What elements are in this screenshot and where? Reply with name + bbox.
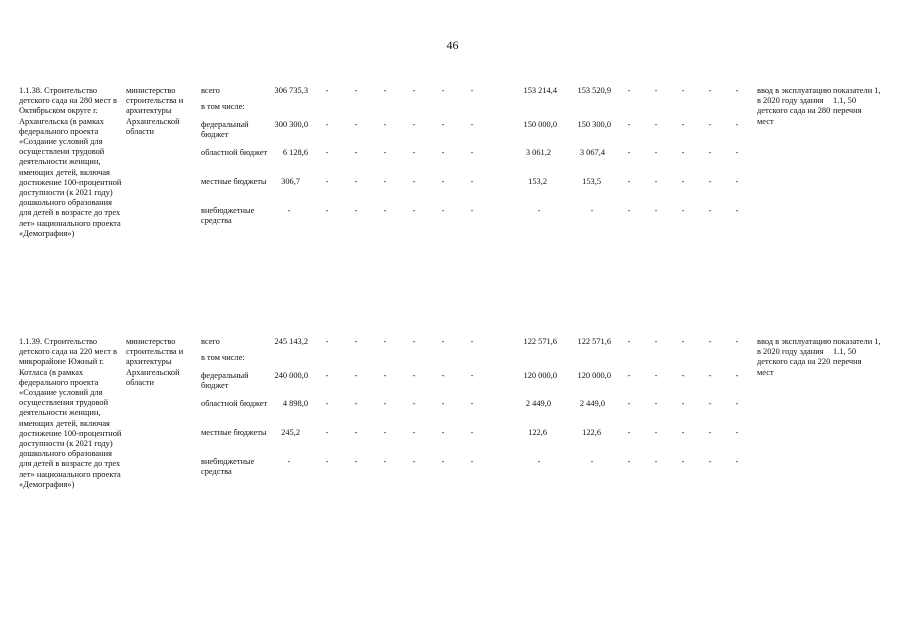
cell: - (441, 337, 445, 346)
cell: - (681, 371, 685, 380)
cell: - (735, 120, 739, 129)
cell: - (412, 337, 416, 346)
cell: - (470, 86, 474, 95)
cell: - (470, 177, 474, 186)
cell: 153,5 (582, 177, 601, 186)
cell: - (354, 399, 358, 408)
cell: - (470, 457, 474, 466)
cell: - (470, 371, 474, 380)
cell: - (412, 86, 416, 95)
cell: - (654, 428, 658, 437)
cell: 122 571,6 (523, 337, 557, 346)
cell: - (681, 206, 685, 215)
cell: 122,6 (582, 428, 601, 437)
cell: - (537, 457, 541, 466)
cell: - (441, 86, 445, 95)
cell: - (325, 177, 329, 186)
cell: - (383, 337, 387, 346)
cell: - (735, 148, 739, 157)
cell: - (354, 457, 358, 466)
cell: - (627, 148, 631, 157)
cell: - (681, 337, 685, 346)
funding-source: местные бюджеты (201, 177, 267, 186)
cell: - (735, 86, 739, 95)
cell: - (354, 148, 358, 157)
cell: - (537, 206, 541, 215)
cell: - (325, 371, 329, 380)
cell: - (654, 120, 658, 129)
cell: - (325, 428, 329, 437)
cell: - (654, 371, 658, 380)
cell: - (590, 206, 594, 215)
cell: - (354, 206, 358, 215)
funding-source: всего (201, 337, 220, 346)
cell: - (627, 399, 631, 408)
cell: - (441, 148, 445, 157)
entry-result: ввод в эксплуатацию в 2020 году здания детского сада на 280 мест (757, 86, 832, 126)
cell: - (708, 428, 712, 437)
cell: - (708, 177, 712, 186)
cell: - (708, 337, 712, 346)
cell: - (412, 457, 416, 466)
cell: - (383, 428, 387, 437)
funding-total: - (287, 206, 291, 215)
cell: - (735, 177, 739, 186)
entry-result: ввод в эксплуатацию в 2020 году здания детского сада на 220 мест (757, 337, 832, 377)
funding-total: 240 000,0 (274, 371, 308, 380)
cell: - (681, 120, 685, 129)
cell: - (681, 177, 685, 186)
entry-executor: министерство строительства и архитектуры Архангельской области (126, 337, 184, 387)
cell: - (412, 428, 416, 437)
cell: - (325, 457, 329, 466)
funding-source: внебюджетные средства (201, 457, 255, 477)
cell: 122,6 (528, 428, 547, 437)
cell: 2 449,0 (525, 399, 551, 408)
cell: - (325, 206, 329, 215)
funding-total: 6 128,6 (282, 148, 308, 157)
cell: 153 214,4 (523, 86, 557, 95)
cell: - (470, 428, 474, 437)
cell: - (708, 206, 712, 215)
cell: - (354, 428, 358, 437)
funding-total: 306 735,3 (274, 86, 308, 95)
cell: - (681, 399, 685, 408)
cell: - (654, 457, 658, 466)
cell: - (383, 457, 387, 466)
cell: - (735, 428, 739, 437)
cell: - (412, 120, 416, 129)
funding-total: 4 898,0 (282, 399, 308, 408)
cell: 120 000,0 (577, 371, 611, 380)
funding-source: местные бюджеты (201, 428, 267, 437)
funding-source: всего (201, 86, 220, 95)
cell: - (654, 86, 658, 95)
funding-source: в том числе: (201, 102, 245, 111)
cell: - (441, 371, 445, 380)
cell: 153,2 (528, 177, 547, 186)
cell: - (383, 371, 387, 380)
cell: - (708, 86, 712, 95)
cell: - (441, 457, 445, 466)
cell: 150 300,0 (577, 120, 611, 129)
cell: - (627, 86, 631, 95)
cell: 3 067,4 (579, 148, 605, 157)
cell: - (325, 399, 329, 408)
cell: - (470, 206, 474, 215)
cell: - (325, 148, 329, 157)
entry-name: 1.1.39. Строительство детского сада на 220 мест в микрорайоне Южный г. Котласа (в рамках федерального проекта «Создание условий для осуществления трудовой деятельности женщин, имеющих детей, включая достижение 100-процентной доступности (к 2021 году) дошкольного образования для детей в возрасте до трех лет» национального проекта «Демография») (19, 337, 122, 489)
cell: - (681, 457, 685, 466)
cell: - (383, 148, 387, 157)
cell: - (383, 177, 387, 186)
cell: - (627, 337, 631, 346)
cell: - (708, 148, 712, 157)
cell: - (627, 206, 631, 215)
cell: - (325, 120, 329, 129)
cell: - (354, 86, 358, 95)
cell: - (681, 86, 685, 95)
cell: - (681, 148, 685, 157)
entry-indicators: показатели 1, 1.1, 50 перечня (833, 86, 881, 116)
cell: - (590, 457, 594, 466)
funding-source: областной бюджет (201, 399, 268, 408)
cell: - (735, 337, 739, 346)
cell: - (441, 399, 445, 408)
cell: 122 571,6 (577, 337, 611, 346)
cell: - (354, 177, 358, 186)
cell: 3 061,2 (525, 148, 551, 157)
cell: - (412, 399, 416, 408)
cell: - (708, 371, 712, 380)
entry-executor: министерство строительства и архитектуры Архангельской области (126, 86, 184, 136)
cell: - (735, 371, 739, 380)
cell: - (654, 337, 658, 346)
cell: - (735, 399, 739, 408)
funding-source: федеральный бюджет (201, 120, 249, 140)
cell: - (383, 399, 387, 408)
cell: - (383, 120, 387, 129)
entry-indicators: показатели 1, 1.1, 50 перечня (833, 337, 881, 367)
cell: - (441, 120, 445, 129)
cell: - (708, 457, 712, 466)
cell: - (441, 177, 445, 186)
cell: - (708, 120, 712, 129)
cell: - (681, 428, 685, 437)
cell: - (470, 337, 474, 346)
cell: - (708, 399, 712, 408)
cell: - (735, 206, 739, 215)
cell: - (354, 120, 358, 129)
funding-total: 245,2 (281, 428, 300, 437)
cell: - (627, 120, 631, 129)
cell: 153 520,9 (577, 86, 611, 95)
cell: - (412, 177, 416, 186)
cell: - (325, 86, 329, 95)
cell: - (441, 206, 445, 215)
cell: - (383, 86, 387, 95)
cell: - (627, 457, 631, 466)
funding-total: 300 300,0 (274, 120, 308, 129)
cell: - (654, 177, 658, 186)
cell: - (354, 337, 358, 346)
funding-total: 245 143,2 (274, 337, 308, 346)
cell: - (627, 177, 631, 186)
cell: - (654, 206, 658, 215)
cell: - (735, 457, 739, 466)
cell: - (412, 371, 416, 380)
funding-source: внебюджетные средства (201, 206, 255, 226)
cell: - (654, 148, 658, 157)
cell: 150 000,0 (523, 120, 557, 129)
cell: - (627, 428, 631, 437)
cell: 120 000,0 (523, 371, 557, 380)
cell: - (441, 428, 445, 437)
funding-total: 306,7 (281, 177, 300, 186)
funding-total: - (287, 457, 291, 466)
cell: - (627, 371, 631, 380)
funding-source: федеральный бюджет (201, 371, 249, 391)
cell: - (383, 206, 387, 215)
cell: - (325, 337, 329, 346)
entry-name: 1.1.38. Строительство детского сада на 280 мест в Октябрьском округе г. Архангельска (в рамках федерального проекта «Создание условий для осуществлени трудовой деятельности женщин, имеющих детей, включая достижение 100-процентной доступности (к 2021 году) дошкольного образования для детей в возрасте до трех лет» национального проекта «Демография») (19, 86, 122, 238)
cell: - (412, 148, 416, 157)
cell: - (412, 206, 416, 215)
cell: - (470, 399, 474, 408)
page-number: 46 (446, 38, 459, 52)
cell: 2 449,0 (579, 399, 605, 408)
cell: - (470, 148, 474, 157)
cell: - (470, 120, 474, 129)
funding-source: в том числе: (201, 353, 245, 362)
cell: - (354, 371, 358, 380)
funding-source: областной бюджет (201, 148, 268, 157)
cell: - (654, 399, 658, 408)
